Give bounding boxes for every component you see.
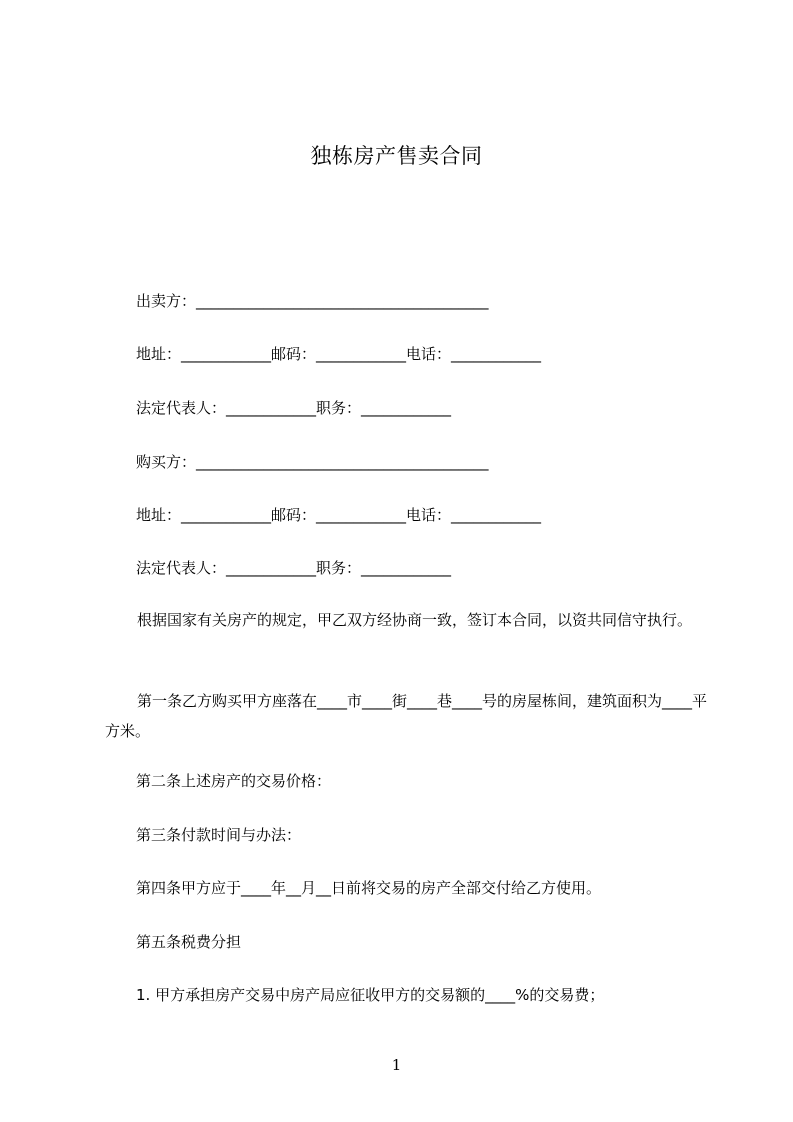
document-title: 独栋房产售卖合同 — [310, 144, 483, 168]
article-2-heading: 第二条上述房产的交易价格： — [136, 772, 332, 790]
buyer-address-line: 地址：____________邮码：____________电话：____________ — [136, 506, 542, 524]
preamble-paragraph: 根据国家有关房产的规定，甲乙双方经协商一致，签订本合同，以资共同信守执行。 — [137, 611, 693, 629]
buyer-name-line: 购买方：_______________________________________ — [136, 453, 489, 471]
seller-name-line: 出卖方：_______________________________________ — [136, 292, 489, 310]
seller-address-line: 地址：____________邮码：____________电话：____________ — [136, 345, 542, 363]
article-4-paragraph: 第四条甲方应于____年__月__日前将交易的房产全部交付给乙方使用。 — [136, 879, 602, 897]
article-5-item-1: 1. 甲方承担房产交易中房产局应征收甲方的交易额的____%的交易费； — [136, 986, 605, 1004]
seller-representative-line: 法定代表人：____________职务：____________ — [136, 399, 452, 417]
article-1-paragraph: 第一条乙方购买甲方座落在____市____街____巷____号的房屋栋间，建筑面积为____平方米。 — [105, 692, 708, 740]
article-3-heading: 第三条付款时间与办法： — [136, 826, 302, 844]
article-5-heading: 第五条税费分担 — [136, 933, 242, 951]
buyer-representative-line: 法定代表人：____________职务：____________ — [136, 559, 452, 577]
page-number: 1 — [391, 1056, 402, 1074]
